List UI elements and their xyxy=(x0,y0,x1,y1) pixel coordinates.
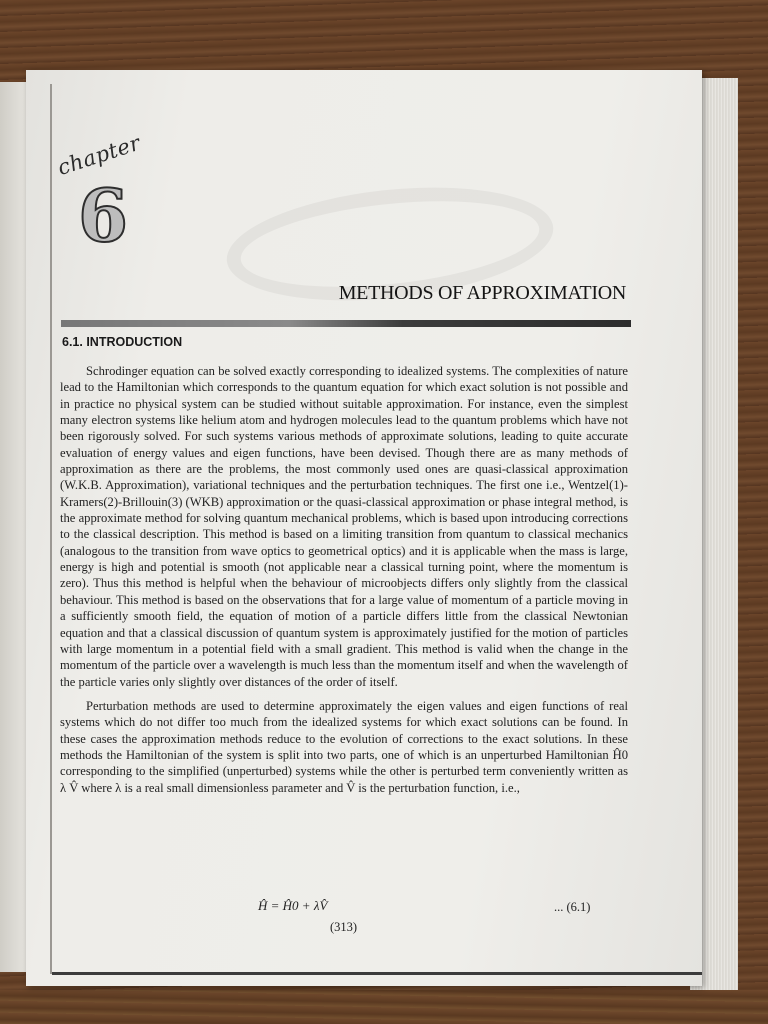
chapter-title: METHODS OF APPROXIMATION xyxy=(338,282,626,304)
chapter-word: chapter xyxy=(54,130,144,180)
title-rule xyxy=(61,320,631,327)
margin-rule xyxy=(50,84,52,974)
page-bottom-rule xyxy=(52,972,702,975)
paragraph-1: Schrodinger equation can be solved exactly corresponding to idealized systems. The complexities of nature lead to the Hamiltonian which corresponds to the quantum equation for which exact solution is not possible and in practice no physical system can be studied without suitable approximation. For instance, even the simplest many electron systems like helium atom and hydrogen molecules lead to the quantum problems which have not been rigorously solved. For such systems various methods of approximate solutions, leading to quite accurate evaluation of energy values and eigen functions, have been devised. Though there are as many methods of approximation as there are the problems, the most commonly used ones are quasi-classical approximation (W.K.B. Approximation), variational techniques and the perturbation techniques. The first one i.e., Wentzel(1)- Kramers(2)-Brillouin(3) (WKB) approximation or the quasi-classical approximation or phase integral method, is the approximate method for solving quantum mechanical problems, which is based upon introducing corrections to the classical description. This method is based on a limiting transition from quantum to classical mechanics (analogous to the transition from wave optics to geometrical optics) and it is applicable when the mass is large, energy is high and potential is smooth (not applicable near a classical turning point, where the momentum is zero). Thus this method is helpful when the behaviour of microobjects differs only slightly from the classical behaviour. This method is based on the observations that for a large value of momentum of a particle moving in a sufficiently smooth field, the equation of motion of a particle differs little from the classical Newtonian equation and that a classical discussion of quantum system is approximately justified for the motion of particles with large momentum in a potential field with a small gradient. This method is valid when the change in the momentum of the particle over a wavelength is much less than the momentum itself and when the wavelength of the particle varies only slightly over distances of the order of itself. xyxy=(60,364,628,689)
book-page xyxy=(26,70,702,986)
section-heading: 6.1. INTRODUCTION xyxy=(62,335,183,349)
paragraph-2: Perturbation methods are used to determine approximately the eigen values and eigen functions of real systems which do not differ too much from the idealized systems for which exact solutions can be found. In these cases the approximation methods reduce to the evolution of corrections to the exact solutions. In these methods the Hamiltonian of the system is split into two parts, one of which is an unperturbed Hamiltonian Ĥ0 corresponding to the simplified (unperturbed) systems while the other is perturbed term conveniently written as λ V̂ where λ is a real small dimensionless parameter and V̂ is the perturbation function, i.e., xyxy=(60,698,628,795)
chapter-number: 6 xyxy=(78,173,129,258)
equation: Ĥ = Ĥ0 + λV̂ xyxy=(258,898,328,913)
page-number: (313) xyxy=(330,920,358,934)
table-surface-bottom xyxy=(0,990,768,1024)
body-text xyxy=(60,363,628,804)
equation-number: ... (6.1) xyxy=(554,900,591,914)
